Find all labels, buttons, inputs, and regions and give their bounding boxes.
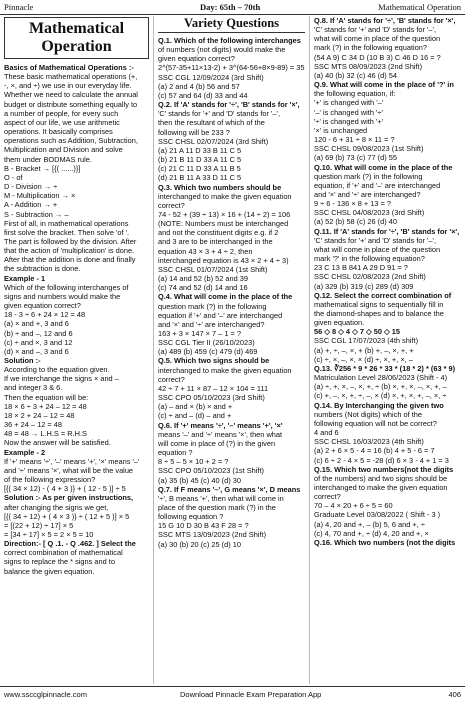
text-line: (a) 35 (b) 45 (c) 40 (d) 30 (158, 475, 241, 485)
text-line: interchanged to make the given equation (158, 191, 292, 201)
text-line: mathematical signs to sequentially fill in (314, 299, 444, 309)
text-line: numbers (Not digits) which of the (314, 409, 423, 419)
text-line: equation if '+' and '–' are interchanged (158, 310, 283, 320)
text-line: (c) 74 and 52 (d) 14 and 16 (158, 283, 248, 293)
text-line: equation 43 × 3 + 4 ÷ 2, then (158, 246, 253, 256)
text-line: '÷', B means '+', then what will come in (158, 493, 284, 503)
text-line: If we interchange the signs × and – (4, 374, 119, 384)
text-line: Q.15. Which two numbers(not the digits (314, 464, 454, 474)
text-line: SSC CHSL 16/03/2023 (4th Shift) (314, 437, 424, 447)
text-line: Solution :- As per given instructions, (4, 493, 134, 503)
text-line: SSC CGL 12/09/2024 (3rd Shift) (158, 72, 264, 82)
header-left: Pinnacle (4, 2, 34, 12)
text-line: Q.10. What will come in the place of the (314, 162, 453, 172)
text-line: mark '?' in the following equation? (314, 254, 425, 264)
text-line: correct? (158, 200, 185, 210)
text-line: of numbers (not digits) would make the (158, 45, 286, 55)
text-line: If '+' means '÷', '–' means '+', '×' means '–' (4, 456, 140, 466)
text-line: (a) × and +, 3 and 6 (4, 319, 69, 329)
text-line: SSC CHSL 09/08/2023 (1st Shift) (314, 144, 424, 154)
text-line: following will be 233 ? (158, 127, 230, 137)
text-line: a number of people, for every such (4, 108, 119, 118)
text-line: (c) ÷, ×, –, ×, × (d) ÷, ×, +, ×, – (314, 354, 413, 364)
text-line: first solve the bracket. Then solve 'of '. (4, 227, 130, 237)
text-line: then the resultant of which of the (158, 118, 265, 128)
text-line: SSC CHSL 02/07/2024 (3rd Shift) (158, 136, 269, 146)
text-line: 4 and 6 (314, 428, 339, 438)
text-line: what will come in place of the question (314, 34, 441, 44)
text-line: (b) ÷ and –, 12 and 6 (4, 328, 73, 338)
text-line: (a) 2 + 6 × 5 - 4 = 16 (b) 4 + 5 - 6 = 7 (314, 446, 435, 456)
text-line: (b) 21 B 11 D 33 A 11 C 5 (158, 155, 242, 165)
text-line: SSC CGL Tier II (26/10/2023) (158, 338, 255, 348)
text-line: (a) 69 (b) 73 (c) 77 (d) 55 (314, 153, 397, 163)
text-line: (c) 57 and 64 (d) 33 and 44 (158, 90, 248, 100)
text-line: O - of (4, 172, 23, 182)
page-footer (0, 686, 465, 701)
page-number: 406 (448, 690, 461, 699)
text-line: (c) ÷ and ×, 3 and 12 (4, 337, 73, 347)
text-line: SSC MTS 08/09/2023 (2nd Shift) (314, 61, 423, 71)
text-line: (c) 21 C 11 D 33 A 11 B 5 (158, 164, 241, 174)
column-2 (158, 16, 305, 549)
text-line: the following equation, if: (314, 89, 396, 99)
text-line: 2^(57-35+11×13-2) + 3^(64-56+8×9-89) = 35 (158, 63, 305, 73)
text-line: that the action of 'multiplication' is done. (4, 246, 135, 256)
text-line: what will come in place of the question (314, 244, 441, 254)
text-line: Example - 2 (4, 447, 46, 457)
text-line: Q.12. Select the correct combination of (314, 290, 452, 300)
text-line: correct combination of mathematical (4, 548, 123, 558)
text-line: 48 = 48 → L.H.S = R.H.S (4, 429, 87, 439)
text-line: '–' is changed with '÷' (314, 107, 383, 117)
text-line: Basics of Mathematical Operations :- (4, 63, 134, 72)
text-line: (a) 52 (b) 58 (c) 26 (d) 40 (314, 217, 397, 227)
text-line: 'C' stands for '+' and 'D' stands for '–', (314, 235, 436, 245)
footer-app-text: Download Pinnacle Exam Preparation App (180, 690, 322, 699)
text-line: signs to replace the * signs and to (4, 557, 115, 567)
text-line: means '–' and '÷' means '×', then what (158, 429, 283, 439)
text-line: After that the addition is done and finally (4, 255, 136, 265)
text-line: aspect of our life, we use arithmetic (4, 117, 120, 127)
text-line: (a) 21 A 11 D 33 B 11 C 5 (158, 145, 242, 155)
text-line: (a) – and × (b) × and + (158, 402, 233, 412)
text-line: of the numbers) and two signs should be (314, 473, 448, 483)
text-line: (NOTE: Numbers must be interchanged (158, 219, 289, 229)
text-line: 70 – 4 × 20 + 6 ÷ 5 = 60 (314, 501, 393, 511)
text-line: M - Multiplication → × (4, 191, 76, 201)
text-line: Q.1. Which of the following interchanges (158, 36, 301, 45)
text-line: 36 + 24 – 12 = 48 (4, 420, 62, 430)
text-line: [{( 34 × 12) - ( 4 + 3 )} + ( 12 - 5 )] ÷ 5 (4, 484, 126, 494)
text-line: equation ? (158, 448, 193, 458)
text-line: Q.16. Which two numbers (not the digits (314, 537, 456, 547)
column-divider (153, 16, 154, 684)
text-line: given equation correct? (158, 54, 235, 64)
text-line: Q.3. Which two numbers should be (158, 182, 282, 192)
text-line: (c) +, –, ×, +, ÷, –, × (d) ×, +, ×, +, –, ×, ÷ (314, 391, 447, 401)
text-line: Direction:- [ Q .1. - Q .462. ] Select the (4, 539, 136, 549)
text-line: interchanged equation is 43 × 2 + 4 ÷ 3) (158, 255, 289, 265)
text-line: place of the question mark (?) in the (158, 502, 276, 512)
text-line: First of all, in mathematical operations (4, 218, 129, 228)
text-line: Q.14. By Interchanging the given two (314, 400, 444, 410)
text-line: them under BODMAS rule. (4, 154, 92, 164)
text-line: following equation will not be correct? (314, 418, 437, 428)
text-line: (a) 329 (b) 319 (c) 289 (d) 309 (314, 281, 414, 291)
text-line: of the following expression? (4, 475, 96, 485)
text-line: (a) 40 (b) 32 (c) 46 (d) 54 (314, 70, 397, 80)
text-line: Whether we need to calculate the annual (4, 90, 138, 100)
text-line: These basic mathematical operations (+, (4, 72, 138, 82)
header-center: Day: 65th – 70th (200, 2, 261, 12)
text-line: budget or distribute something equally to (4, 99, 138, 109)
text-line: A - Addition → + (4, 200, 58, 210)
text-line: 'C' stands for '+' and 'D' stands for '–', (158, 109, 280, 119)
text-line: '×' is unchanged (314, 125, 368, 135)
text-line: Then the equation will be: (4, 392, 89, 402)
text-line: 8 ÷ 5 – 5 × 10 + 2 = ? (158, 457, 229, 467)
text-line: (c) ÷ and – (d) – and + (158, 411, 232, 421)
text-line: (a) 2 and 4 (b) 56 and 57 (158, 81, 240, 91)
text-line: '÷' is changed with '+' (314, 116, 384, 126)
text-line: (54 A 9) C 34 D (10 B 3) C 46 D 16 = ? (314, 52, 441, 62)
text-line: will come in place of (?) in the given (158, 438, 276, 448)
text-line: -, ×, and ÷) we use in our everyday life. (4, 81, 132, 91)
text-line: Q.13. ∛256 * 9 * 26 * 33 * (18 * 2) * (63 * 9) (314, 363, 456, 373)
text-line: (c) 6 ÷ 2 - 4 × 5 = -28 (d) 6 × 3 - 4 + 1 = 3 (314, 455, 449, 465)
text-line: Graduate Level 03/08/2022 ( Shift - 3 ) (314, 510, 441, 520)
text-line: (a) 30 (b) 20 (c) 25 (d) 10 (158, 539, 241, 549)
text-line: 120 - 6 + 31 ÷ 8 × 11 = ? (314, 135, 395, 145)
text-line: B - Bracket → [{( ......)}] (4, 163, 81, 173)
text-line: 18 - 3 ÷ 6 + 24 × 12 = 48 (4, 310, 86, 320)
column-1 (4, 16, 149, 576)
text-line: 163 + 3 × 147 × 7 – 1 = ? (158, 329, 242, 338)
text-line: Solution :- (4, 356, 41, 365)
text-line: = [(22 + 12) ÷ 17] × 5 (4, 520, 74, 530)
text-line: after changing the signs we get, (4, 502, 109, 512)
text-line: = [34 ÷ 17] × 5 = 2 × 5 = 10 (4, 529, 94, 539)
text-line: 42 ÷ 7 + 11 × 87 – 12 × 104 = 111 (158, 383, 269, 393)
text-line: interchanged to make the given equation (314, 482, 448, 492)
text-line: the subtraction is done. (4, 264, 81, 274)
text-line: '+' is changed with '–' (314, 98, 384, 108)
text-line: S - Subtraction → – (4, 209, 69, 219)
text-line: Which of the following interchanges of (4, 282, 129, 292)
text-line: correct? (158, 374, 185, 384)
text-line: (d) × and –, 3 and 6 (4, 346, 69, 356)
text-line: 18 × 6 ÷ 3 + 24 – 12 = 48 (4, 401, 87, 411)
text-line: operations such as Addition, Subtraction, (4, 136, 138, 146)
column-3-text (314, 16, 462, 547)
text-line: SSC CHSL 04/08/2023 (3rd Shift) (314, 208, 425, 218)
text-line: given equation. (314, 318, 365, 328)
text-line: operations. It basically comprises (4, 127, 113, 137)
text-line: balance the given equation. (4, 566, 95, 576)
text-line: Q.11. If 'A' stands for '÷', 'B' stands for '×', (314, 226, 460, 236)
text-line: given equation correct? (4, 301, 81, 311)
column-3 (314, 16, 462, 547)
text-line: (c) 4, 70 and +, ÷ (d) 4, 20 and +, × (314, 528, 429, 538)
text-line: [{( 34 ÷ 12) + ( 4 × 3 )} ÷ ( 12 + 5 )] × 5 (4, 511, 130, 521)
text-line: Q.7. If F means '–', G means '×', D means (158, 484, 301, 494)
header-right: Mathematical Operation (378, 2, 461, 12)
text-line: SSC CGL 17/07/2023 (4th shift) (314, 336, 419, 346)
text-line: SSC CHSL 02/08/2023 (2nd Shift) (314, 272, 426, 282)
text-line: following equation ? (158, 512, 224, 522)
text-line: 23 C 13 B 841 A 29 D 91 = ? (314, 263, 408, 273)
text-line: 18 × 2 + 24 – 12 = 48 (4, 410, 75, 420)
text-line: SSC CPO 05/10/2023 (1st Shift) (158, 466, 264, 476)
text-line: 15 G 10 D 30 B 43 F 28 = ? (158, 521, 249, 531)
text-line: and '×' and '÷' are interchanged? (158, 319, 265, 329)
text-line: Q.9. What will come in the place of '?' in (314, 80, 454, 90)
text-line: According to the equation given. (4, 365, 110, 375)
text-line: Now the answer will be satisfied. (4, 438, 111, 448)
section-title: Mathematical Operation (4, 17, 149, 59)
text-line: (a) 4, 20 and +, – (b) 5, 6 and +, ÷ (314, 519, 425, 529)
text-line: Q.8. If 'A' stands for '÷', 'B' stands for '×', (314, 16, 456, 25)
footer-website: www.ssccglpinnacle.com (4, 690, 87, 699)
text-line: Matriculation Level 28/06/2023 (Shift - 4) (314, 373, 448, 383)
text-line: mark (?) in the following equation? (314, 43, 427, 53)
text-line: 9 ÷ 6 - 136 × 8 + 13 = ? (314, 199, 391, 209)
text-line: 'C' stands for '+' and 'D' stands for '–', (314, 25, 436, 35)
text-line: the diamond-shapes and to balance the (314, 309, 444, 318)
column-divider (309, 16, 310, 684)
text-line: SSC MTS 13/09/2023 (2nd Shift) (158, 530, 267, 540)
page-header (0, 0, 465, 15)
text-line: signs and numbers would make the (4, 291, 121, 301)
text-line: 56 ◇ 8 ◇ 4 ◇ 7 ◇ 50 ◇ 15 (314, 327, 400, 337)
text-line: question mark (?) in the following (314, 171, 423, 181)
text-line: and '×' and '÷' are interchanged? (314, 189, 421, 199)
text-line: question mark (?) in the following (158, 301, 267, 311)
column-2-text (158, 36, 305, 549)
text-line: SSC CHSL 01/07/2024 (1st Shift) (158, 264, 268, 274)
text-line: Multiplication and Division and solve (4, 145, 123, 155)
text-line: Q.5. Which two signs should be (158, 356, 270, 366)
text-line: (a) 489 (b) 459 (c) 479 (d) 469 (158, 347, 258, 357)
text-line: (a) ÷, +, ×, –, ×, +, ÷ (b) ×, +, ×, –, ×, +, – (314, 382, 447, 392)
text-line: Q.4. What will come in the place of the (158, 292, 293, 302)
text-line: correct? (314, 492, 341, 502)
text-line: Example - 1 (4, 273, 46, 283)
text-line: (a) 14 and 52 (b) 52 and 39 (158, 274, 248, 284)
text-line: (d) 21 B 11 A 33 D 11 C 5 (158, 173, 242, 183)
text-line: (a) +, ÷, –, ×, + (b) +, –, ×, +, + (314, 345, 414, 355)
text-line: Q.2. If 'A' stands for '÷', 'B' stands for '×', (158, 100, 300, 110)
text-line: and integer 3 & 6. (4, 383, 63, 393)
text-line: Q.6. If '+' means '÷', '–' means '+', '×' (158, 420, 283, 430)
text-line: and not the constituent digits e.g. if 2 (158, 228, 279, 238)
text-line: 74 - 52 + (39 ÷ 13) × 16 + (14 ÷ 2) = 106 (158, 209, 291, 219)
section-title: Variety Questions (158, 16, 305, 33)
column-1-text (4, 63, 149, 576)
text-line: D - Division → ÷ (4, 182, 58, 192)
text-line: and '÷' means '×', what will be the value (4, 465, 134, 475)
text-line: interchanged to make the given equation (158, 365, 292, 375)
text-line: and 3 are to be interchanged in the (158, 237, 273, 247)
text-line: SSC CPO 05/10/2023 (3rd Shift) (158, 393, 265, 403)
text-line: The part is followed by the division. After (4, 236, 137, 246)
text-line: equation, if '+' and '–' are interchanged (314, 180, 441, 190)
